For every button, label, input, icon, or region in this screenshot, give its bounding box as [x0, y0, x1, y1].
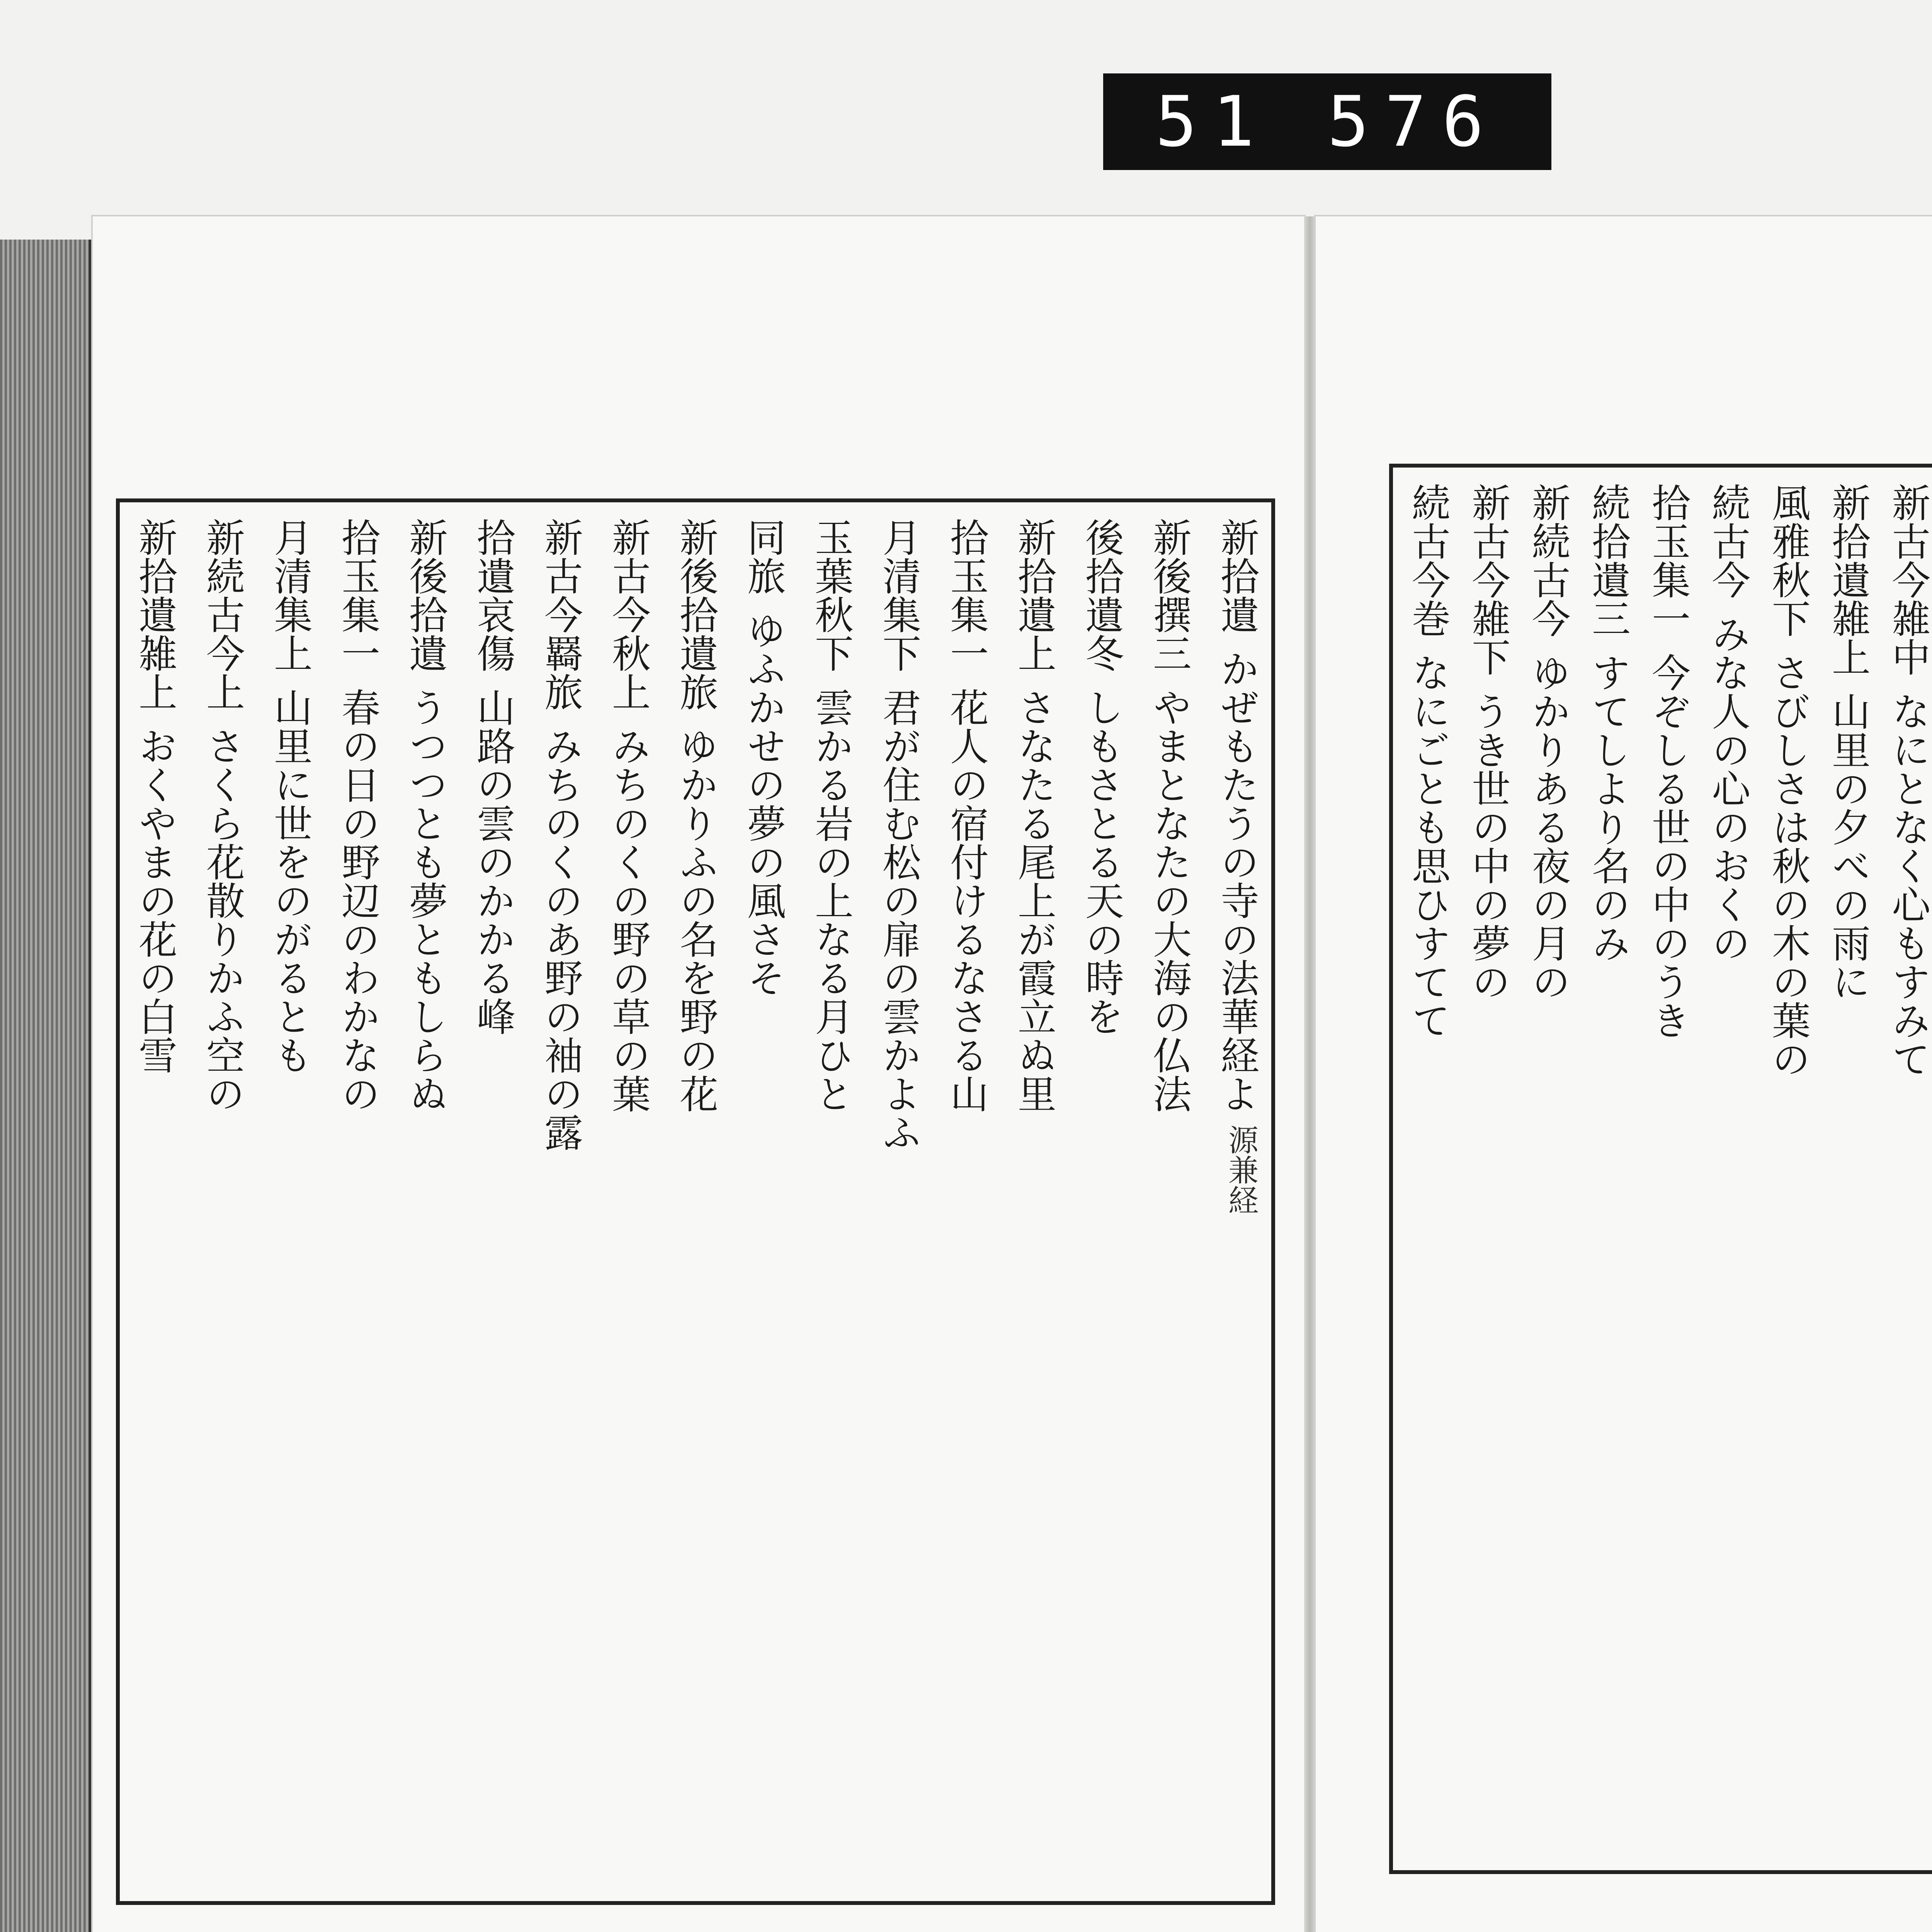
column-source-title: 拾玉集一	[335, 518, 380, 672]
column-verse-text: おくやまの花の白雪	[132, 726, 177, 1074]
column-source-title: 新拾遺	[1214, 518, 1259, 634]
column-source-title: 月清集上	[267, 518, 313, 672]
text-column	[605, 518, 651, 1886]
text-column	[1885, 483, 1931, 1855]
text-column	[673, 518, 718, 1886]
column-source-title: 月清集下	[876, 518, 921, 672]
column-verse-text: さびしさは秋の木の葉の	[1765, 653, 1811, 1078]
column-source-title: 拾玉集一	[1645, 483, 1691, 638]
left-text-frame	[116, 498, 1275, 1905]
column-verse-text: やまとなたの大海の仏法	[1146, 688, 1192, 1113]
right-text-frame	[1389, 464, 1932, 1874]
column-verse-text: 君が住む松の扉の雲かよふ	[876, 688, 921, 1151]
column-poet-name: 源兼経	[1223, 1124, 1258, 1215]
column-source-title: 新拾遺雑上	[1825, 483, 1871, 676]
column-verse-text: さくら花散りかふ空の	[200, 726, 245, 1113]
column-verse-text: さなたる尾上が霞立ぬ里	[1011, 688, 1056, 1113]
column-verse-text: しもさとる天の時を	[1079, 688, 1124, 1036]
column-verse-text: すてしより名のみ	[1585, 653, 1631, 962]
text-column	[944, 518, 989, 1886]
text-column	[1011, 518, 1056, 1886]
column-source-title: 続古今	[1705, 483, 1751, 599]
text-column	[1825, 483, 1871, 1855]
column-source-title: 拾玉集一	[944, 518, 989, 672]
column-verse-text: うき世の中の夢の	[1465, 692, 1511, 1001]
column-verse-text: 山里に世をのがるとも	[267, 688, 313, 1074]
column-verse-text: 花人の宿付けるなさる山	[944, 688, 989, 1113]
text-column	[470, 518, 515, 1886]
column-verse-text: かぜもたうの寺の法華経よ	[1214, 649, 1259, 1113]
text-column	[808, 518, 854, 1886]
column-verse-text: うつつとも夢ともしらぬ	[403, 688, 448, 1113]
right-page	[1316, 216, 1932, 1932]
text-column	[1765, 483, 1811, 1855]
column-verse-text: みちのくのあ野の袖の露	[538, 726, 583, 1151]
column-source-title: 続拾遺三	[1585, 483, 1631, 638]
text-column	[1525, 483, 1571, 1855]
column-source-title: 新古今雑中	[1885, 483, 1931, 676]
column-verse-text: ゆかりふの名を野の花	[673, 726, 718, 1113]
column-verse-text: みちのくの野の草の葉	[605, 726, 651, 1113]
text-column	[1465, 483, 1511, 1855]
column-source-title: 後拾遺冬	[1079, 518, 1124, 672]
column-source-title: 新古今秋上	[605, 518, 651, 711]
column-verse-text: ゆふかせの夢の風さそ	[741, 611, 786, 997]
column-verse-text: みな人の心のおくの	[1705, 614, 1751, 962]
column-source-title: 同旅	[741, 518, 786, 595]
column-verse-text: ゆかりある夜の月の	[1525, 653, 1571, 1001]
column-source-title: 新古今雑下	[1465, 483, 1511, 676]
text-column	[1645, 483, 1691, 1855]
column-source-title: 続古今巻	[1405, 483, 1451, 638]
left-page	[93, 216, 1304, 1932]
column-source-title: 拾遺哀傷	[470, 518, 515, 672]
column-source-title: 玉葉秋下	[808, 518, 854, 672]
left-page-edge	[0, 240, 91, 1932]
column-source-title: 新拾遺雑上	[132, 518, 177, 711]
text-column	[1705, 483, 1751, 1855]
book-gutter	[1304, 216, 1316, 1932]
column-verse-text: 山里の夕べの雨に	[1825, 692, 1871, 1001]
text-column	[876, 518, 921, 1886]
column-verse-text: なにとなく心もすみて	[1885, 692, 1931, 1078]
text-column	[403, 518, 448, 1886]
text-column	[1146, 518, 1192, 1886]
text-column	[132, 518, 177, 1886]
call-number-label: 51 576	[1103, 73, 1551, 170]
column-source-title: 新後拾遺	[403, 518, 448, 672]
text-column	[335, 518, 380, 1886]
column-source-title: 新続古今上	[200, 518, 245, 711]
text-column	[538, 518, 583, 1886]
column-source-title: 風雅秋下	[1765, 483, 1811, 638]
text-column	[1214, 518, 1259, 1886]
text-column	[267, 518, 313, 1886]
text-column	[1079, 518, 1124, 1886]
column-source-title: 新後撰三	[1146, 518, 1192, 672]
text-column	[741, 518, 786, 1886]
column-source-title: 新拾遺上	[1011, 518, 1056, 672]
column-verse-text: 今ぞしる世の中のうき	[1645, 653, 1691, 1039]
column-verse-text: 春の日の野辺のわかなの	[335, 688, 380, 1113]
column-source-title: 新後拾遺旅	[673, 518, 718, 711]
column-source-title: 新続古今	[1525, 483, 1571, 638]
text-column	[1405, 483, 1451, 1855]
column-verse-text: なにごとも思ひすてて	[1405, 653, 1451, 1039]
text-column	[1585, 483, 1631, 1855]
column-verse-text: 山路の雲のかかる峰	[470, 688, 515, 1036]
column-verse-text: 雲かる岩の上なる月ひと	[808, 688, 854, 1113]
text-column	[200, 518, 245, 1886]
column-source-title: 新古今羇旅	[538, 518, 583, 711]
